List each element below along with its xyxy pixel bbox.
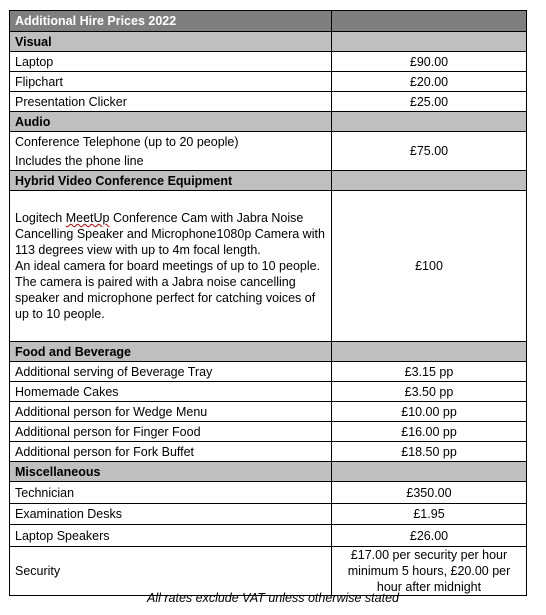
item-price: £3.15 pp — [332, 362, 527, 382]
section-row-visual — [10, 32, 527, 52]
item-name — [10, 132, 332, 171]
item-name: Additional person for Finger Food — [10, 422, 332, 442]
item-price: £1.95 — [332, 504, 527, 525]
item-price: £18.50 pp — [332, 442, 527, 462]
price-line: minimum 5 hours, £20.00 per — [347, 564, 511, 578]
item-description — [10, 191, 332, 342]
table-row — [10, 72, 527, 92]
item-name: Security — [10, 547, 332, 596]
table-row — [10, 547, 527, 596]
item-price: £10.00 pp — [332, 402, 527, 422]
section-heading-audio: Audio — [10, 112, 332, 132]
description-paragraph — [15, 210, 326, 258]
item-name: Additional person for Wedge Menu — [10, 402, 332, 422]
item-price: £90.00 — [332, 52, 527, 72]
table-row — [10, 422, 527, 442]
item-name: Examination Desks — [10, 504, 332, 525]
item-name: Laptop Speakers — [10, 525, 332, 547]
price-line: £17.00 per security per hour — [350, 548, 508, 562]
table-row — [10, 132, 527, 171]
item-price: £16.00 pp — [332, 422, 527, 442]
description-paragraph: An ideal camera for board meetings of up to 10 people. — [15, 259, 321, 273]
item-price: £100 — [332, 191, 527, 342]
description-paragraph: The camera is paired with a Jabra noise cancelling speaker and microphone perfect for catching voices of up to 10 people. — [15, 275, 316, 321]
section-heading-food: Food and Beverage — [10, 342, 332, 362]
price-line: hour after midnight — [376, 580, 482, 594]
section-heading-visual: Visual — [10, 32, 332, 52]
table-row — [10, 504, 527, 525]
item-name: Additional person for Fork Buffet — [10, 442, 332, 462]
table-row — [10, 482, 527, 504]
item-price — [332, 547, 527, 596]
item-price: £350.00 — [332, 482, 527, 504]
price-table — [9, 10, 527, 596]
item-name: Presentation Clicker — [10, 92, 332, 112]
table-row — [10, 382, 527, 402]
brand-name: MeetUp — [65, 211, 110, 225]
table-title-row — [10, 11, 527, 32]
item-name: Flipchart — [10, 72, 332, 92]
item-price: £25.00 — [332, 92, 527, 112]
description-text: Logitech — [15, 211, 66, 225]
table-row — [10, 402, 527, 422]
description-text: Conference Cam with Jabra Noise Cancelling Speaker and Microphone1080p Camera with 113 degrees view with up to 4m focal length. — [15, 211, 325, 257]
section-row-misc — [10, 462, 527, 482]
table-title: Additional Hire Prices 2022 — [10, 11, 332, 32]
item-name: Laptop — [10, 52, 332, 72]
item-price: £26.00 — [332, 525, 527, 547]
table-row — [10, 52, 527, 72]
table-row — [10, 191, 527, 342]
section-row-hybrid — [10, 171, 527, 191]
item-price: £3.50 pp — [332, 382, 527, 402]
section-heading-hybrid: Hybrid Video Conference Equipment — [10, 171, 332, 191]
section-row-audio — [10, 112, 527, 132]
item-name-line: Conference Telephone (up to 20 people) — [15, 134, 239, 149]
item-price: £75.00 — [332, 132, 527, 171]
item-name: Technician — [10, 482, 332, 504]
section-heading-misc: Miscellaneous — [10, 462, 332, 482]
table-row — [10, 442, 527, 462]
item-name: Additional serving of Beverage Tray — [10, 362, 332, 382]
table-row — [10, 362, 527, 382]
item-note: Includes the phone line — [15, 153, 144, 168]
item-name: Homemade Cakes — [10, 382, 332, 402]
table-row — [10, 92, 527, 112]
section-row-food — [10, 342, 527, 362]
footnote: All rates exclude VAT unless otherwise stated — [147, 591, 399, 605]
table-title-blank — [332, 11, 527, 32]
item-price: £20.00 — [332, 72, 527, 92]
table-row — [10, 525, 527, 547]
